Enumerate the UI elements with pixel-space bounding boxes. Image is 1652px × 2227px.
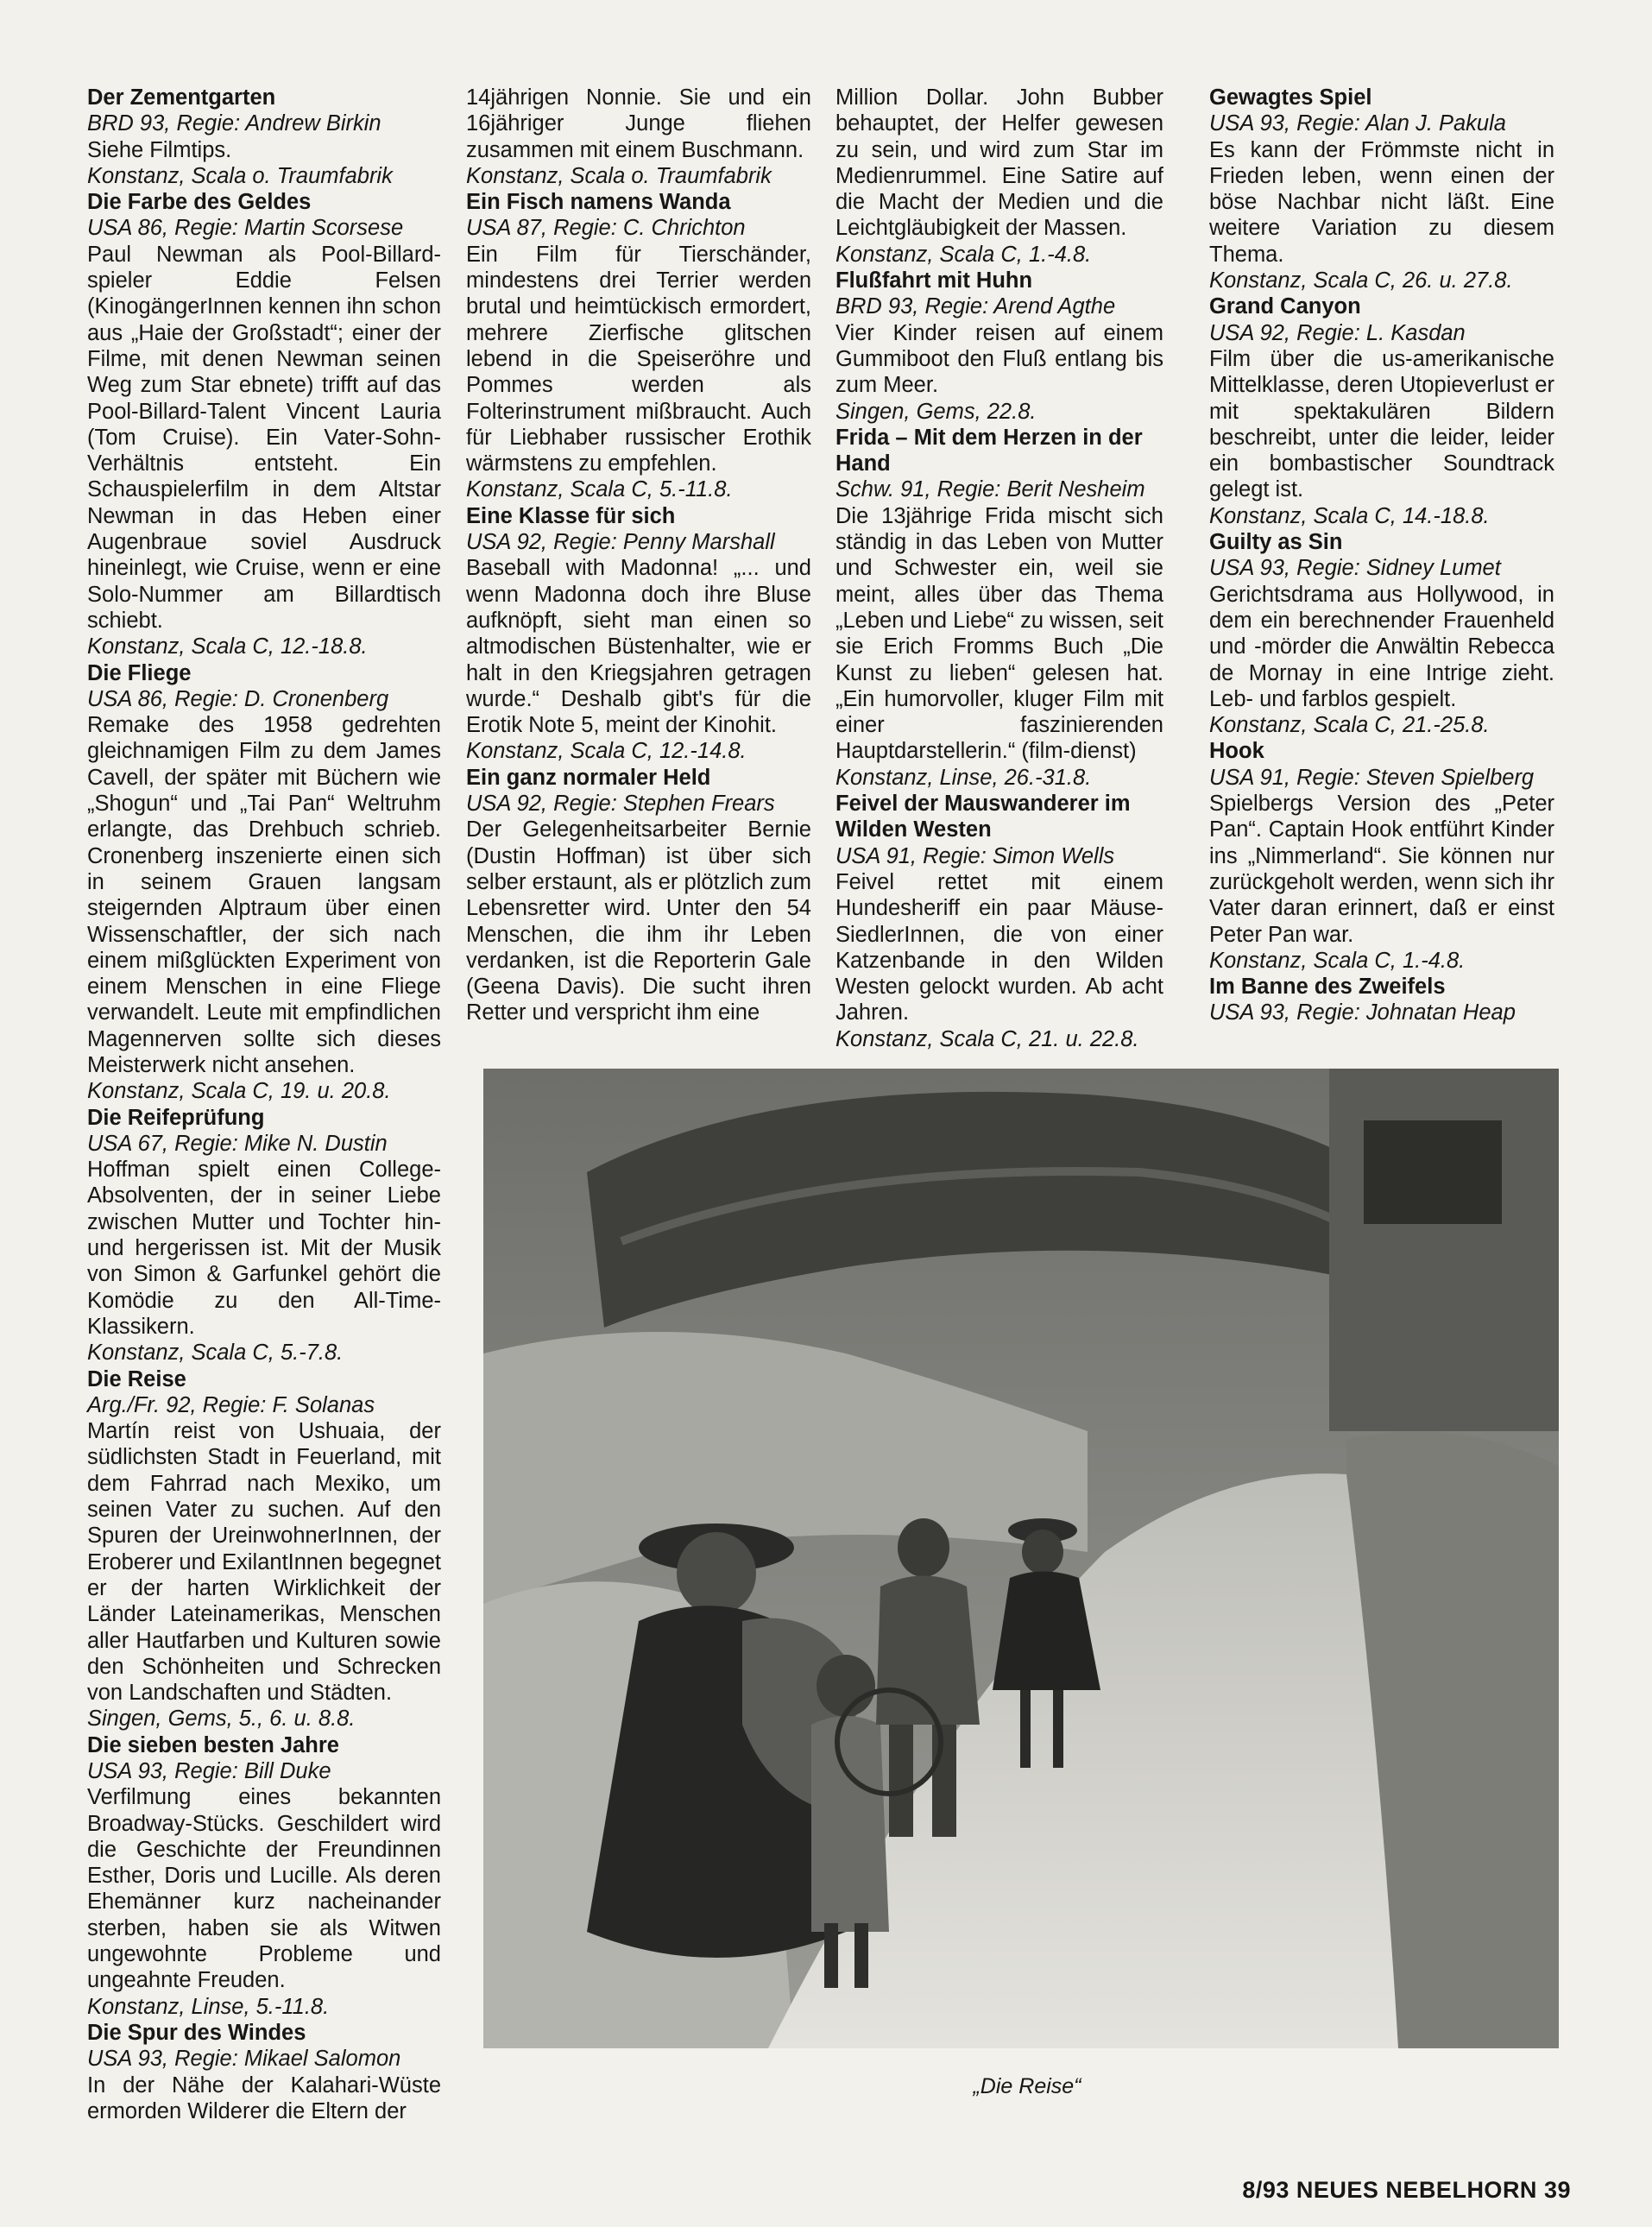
film-desc: Vier Kinder reisen auf einem Gummiboot den Fluß entlang bis zum Meer. (835, 320, 1163, 398)
film-desc: Ein Film für Tierschänder, mindestens drei Terrier werden brutal und heimtückisch ermordert, mehrere Zierfische glitschen lebend in die Speiseröhre und Pommes werden als Folterinstrument mißbraucht. Auch für Liebhaber russischer Erothik wärmstens zu empfehlen. (466, 242, 811, 476)
film-entry (835, 425, 1163, 791)
film-meta: USA 93, Regie: Sidney Lumet (1209, 556, 1501, 581)
film-meta: Arg./Fr. 92, Regie: F. Solanas (87, 1392, 375, 1417)
film-desc: Der Gelegenheitsarbeiter Bernie (Dustin Hoffman) ist über sich selber erstaunt, als er plötzlich zum Lebensretter wird. Unter den 54 Menschen, die ihm ihr Leben verdanken, ist die Reporterin Gale (Geena Davis). Die sucht ihren Retter und verspricht ihm eine (466, 817, 811, 1025)
film-venue: Konstanz, Scala C, 1.-4.8. (1209, 948, 1466, 973)
film-entry (466, 503, 811, 765)
film-desc: Siehe Filmtips. (87, 137, 232, 162)
film-meta: BRD 93, Regie: Andrew Birkin (87, 111, 381, 136)
film-entry (87, 189, 441, 659)
film-title: Die sieben besten Jahre (87, 1732, 339, 1757)
film-venue: Konstanz, Scala C, 26. u. 27.8. (1209, 268, 1513, 293)
film-venue: Konstanz, Linse, 26.-31.8. (835, 765, 1092, 790)
film-entry (466, 85, 811, 189)
film-desc: Paul Newman als Pool-Billard-spieler Eddie Felsen (KinogängerInnen kennen ihn schon aus „Haie der Großstadt“; einer der Filme, mit denen Newman seinen Weg zum Star ebnete) trifft auf das Pool-Billard-Talent Vincent Lauria (Tom Cruise). Ein Vater-Sohn-Verhältnis entsteht. Ein Schauspielerfilm in dem Altstar Newman in das Heben einer Augenbraue soviel Ausdruck hineinlegt, wie Cruise, wenn er eine Solo-Nummer am Billardtisch schiebt. (87, 242, 441, 633)
film-desc: Martín reist von Ushuaia, der südlichsten Stadt in Feuerland, mit dem Fahrrad nach Mexiko, um seinen Vater zu suchen. Auf den Spuren der UreinwohnerInnen, der Eroberer und ExilantInnen begegnet er der harten Wirklichkeit der Länder Lateinamerikas, Menschen aller Hautfarben und Kulturen sowie den Schönheiten und Schrecken von Landschaften und Städten. (87, 1419, 441, 1706)
film-title: Der Zementgarten (87, 85, 276, 110)
film-venue: Konstanz, Scala o. Traumfabrik (466, 163, 772, 188)
film-entry (1209, 293, 1554, 529)
film-title: Hook (1209, 739, 1264, 764)
film-desc: Verfilmung eines bekannten Broadway-Stücks. Geschildert wird die Geschichte der Freundinnen Esther, Doris und Lucille. Als deren Ehemänner kurz nacheinander sterben, haben sie als Witwen ungewohnte Probleme und ungeahnte Freuden. (87, 1785, 441, 1993)
film-venue: Konstanz, Scala o. Traumfabrik (87, 163, 393, 188)
film-title: Die Farbe des Geldes (87, 190, 312, 215)
film-title: Guilty as Sin (1209, 530, 1343, 555)
film-venue: Konstanz, Scala C, 21. u. 22.8. (835, 1026, 1139, 1051)
film-desc: Baseball with Madonna! „... und wenn Madonna doch ihre Bluse aufknöpft, sieht man einen so altmodischen Büstenhalter, wie er halt in den Kriegsjahren getragen wurde.“ Deshalb gibt's für die Erotik Note 5, meint der Kinohit. (466, 556, 811, 738)
film-meta: USA 91, Regie: Simon Wells (835, 843, 1115, 868)
film-entry (835, 791, 1163, 1052)
film-entry (87, 660, 441, 1105)
film-meta: USA 92, Regie: Penny Marshall (466, 530, 775, 555)
film-desc: Die 13jährige Frida mischt sich ständig in das Leben von Mutter und Schwester ein, weil sie meint, alles über das Thema „Leben und Liebe“ zu wissen, seit sie Erich Fromms Buch „Die Kunst zu lieben“ gelesen hat. „Ein humorvoller, kluger Film mit einer faszinierenden Hauptdarstellerin.“ (film-dienst) (835, 503, 1163, 764)
film-entry (835, 85, 1163, 268)
column-2 (466, 85, 811, 1026)
film-desc: Spielbergs Version des „Peter Pan“. Captain Hook entführt Kinder ins „Nimmerland“. Sie können nur zurückgeholt werden, wenn sich ihr Vater daran erinnert, daß er einst Peter Pan war. (1209, 792, 1554, 947)
page-footer (1191, 2177, 1571, 2204)
film-venue: Konstanz, Scala C, 21.-25.8. (1209, 713, 1490, 738)
film-meta: USA 86, Regie: D. Cronenberg (87, 686, 389, 711)
film-title: Ein Fisch namens Wanda (466, 190, 731, 215)
film-entry (87, 1105, 441, 1366)
film-title: Flußfahrt mit Huhn (835, 268, 1033, 293)
film-entry (1209, 529, 1554, 738)
film-entry (87, 1732, 441, 2020)
film-venue: Konstanz, Linse, 5.-11.8. (87, 1994, 330, 2019)
film-venue: Singen, Gems, 22.8. (835, 399, 1037, 424)
film-meta: USA 86, Regie: Martin Scorsese (87, 216, 404, 241)
film-entry (1209, 738, 1554, 974)
column-1 (87, 85, 441, 2124)
film-desc: In der Nähe der Kalahari-Wüste ermorden Wilderer die Eltern der (87, 2072, 441, 2123)
film-entry (87, 2020, 441, 2124)
film-venue: Singen, Gems, 5., 6. u. 8.8. (87, 1707, 356, 1732)
issue-number: 8/93 (1242, 2177, 1289, 2203)
film-title: Die Reifeprüfung (87, 1105, 265, 1130)
film-meta: Schw. 91, Regie: Berit Nesheim (835, 477, 1145, 502)
film-entry (835, 268, 1163, 425)
film-title: Die Fliege (87, 660, 192, 685)
film-desc: Feivel rettet mit einem Hundesheriff ein paar Mäuse-SiedlerInnen, die von einer Katzenbande in den Wilden Westen gelockt wurden. Ab acht Jahren. (835, 869, 1163, 1025)
film-title: Grand Canyon (1209, 294, 1361, 319)
film-meta: USA 93, Regie: Bill Duke (87, 1759, 331, 1783)
film-meta: USA 67, Regie: Mike N. Dustin (87, 1131, 388, 1156)
film-desc: Hoffman spielt einen College-Absolventen, der in seiner Liebe zwischen Mutter und Tochter hin- und hergerissen ist. Mit der Musik von Simon & Garfunkel gehört die Komödie zu den All-Time-Klassikern. (87, 1158, 441, 1339)
column-4 (1209, 85, 1554, 1026)
page-number: 39 (1543, 2177, 1571, 2203)
film-title: Feivel der Mauswanderer im Wilden Westen (835, 792, 1131, 842)
film-entry (87, 85, 441, 189)
magazine-name: NEUES NEBELHORN (1296, 2177, 1537, 2203)
film-title: Die Reise (87, 1366, 186, 1391)
film-title: Frida – Mit dem Herzen in der Hand (835, 425, 1143, 476)
film-meta: USA 92, Regie: Stephen Frears (466, 792, 775, 817)
film-meta: BRD 93, Regie: Arend Agthe (835, 294, 1116, 319)
film-meta: USA 93, Regie: Mikael Salomon (87, 2047, 401, 2072)
film-title: Im Banne des Zweifels (1209, 975, 1446, 1000)
film-desc: Remake des 1958 gedrehten gleichnamigen Film zu dem James Cavell, der später mit Büchern wie „Shogun“ und „Tai Pan“ Weltruhm erlangte, das Drehbuch schrieb. Cronenberg inszenierte einen sich in seinem Grauen langsam steigernden Alptraum über einen Wissenschaftler, der sich nach einem mißglückten Experiment von einem Menschen in eine Fliege verwandelt. Leute mit empfindlichen Magennerven sollte sich dieses Meisterwerk nicht ansehen. (87, 713, 441, 1077)
film-venue: Konstanz, Scala C, 19. u. 20.8. (87, 1079, 391, 1104)
film-entry (1209, 85, 1554, 293)
film-meta: USA 91, Regie: Steven Spielberg (1209, 765, 1535, 790)
film-meta: USA 87, Regie: C. Chrichton (466, 216, 746, 241)
film-venue: Konstanz, Scala C, 5.-7.8. (87, 1341, 344, 1366)
film-meta: USA 93, Regie: Alan J. Pakula (1209, 111, 1506, 136)
film-still-photo (483, 1069, 1559, 2048)
photo-caption: „Die Reise“ (973, 2074, 1081, 2098)
film-desc: Film über die us-amerikanische Mittelklasse, deren Utopieverlust er mit spektakulären Bildern beschreibt, unter die leider, leider ein bombastischer Soundtrack gelegt ist. (1209, 346, 1554, 502)
film-entry (87, 1366, 441, 1732)
film-title: Ein ganz normaler Held (466, 765, 711, 790)
film-desc: Es kann der Frömmste nicht in Frieden leben, wenn einen der böse Nachbar nicht läßt. Eine weitere Variation zu diesem Thema. (1209, 137, 1554, 267)
film-meta: USA 92, Regie: L. Kasdan (1209, 320, 1466, 345)
film-venue: Konstanz, Scala C, 14.-18.8. (1209, 503, 1490, 528)
film-title: Gewagtes Spiel (1209, 85, 1372, 110)
column-3 (835, 85, 1163, 1052)
film-desc: Gerichtsdrama aus Hollywood, in dem ein berechnender Frauenheld und -mörder die Anwältin Rebecca de Mornay in eine Intrige zieht. Leb- und farblos gespielt. (1209, 582, 1554, 711)
film-entry (466, 765, 811, 1026)
film-venue: Konstanz, Scala C, 12.-18.8. (87, 634, 368, 659)
film-title: Die Spur des Windes (87, 2020, 306, 2045)
film-title: Eine Klasse für sich (466, 503, 676, 528)
film-venue: Konstanz, Scala C, 1.-4.8. (835, 242, 1092, 267)
film-venue: Konstanz, Scala C, 5.-11.8. (466, 477, 733, 502)
film-desc: 14jährigen Nonnie. Sie und ein 16jähriger Junge fliehen zusammen mit einem Buschmann. (466, 85, 811, 162)
film-meta: USA 93, Regie: Johnatan Heap (1209, 1000, 1516, 1025)
photo-illustration (483, 1069, 1559, 2048)
film-venue: Konstanz, Scala C, 12.-14.8. (466, 739, 747, 764)
film-entry (1209, 974, 1554, 1026)
film-desc: Million Dollar. John Bubber behauptet, der Helfer gewesen zu sein, und wird zum Star im Medienrummel. Eine Satire auf die Macht der Medien und die Leichtgläubigkeit der Massen. (835, 85, 1163, 241)
film-entry (466, 189, 811, 503)
